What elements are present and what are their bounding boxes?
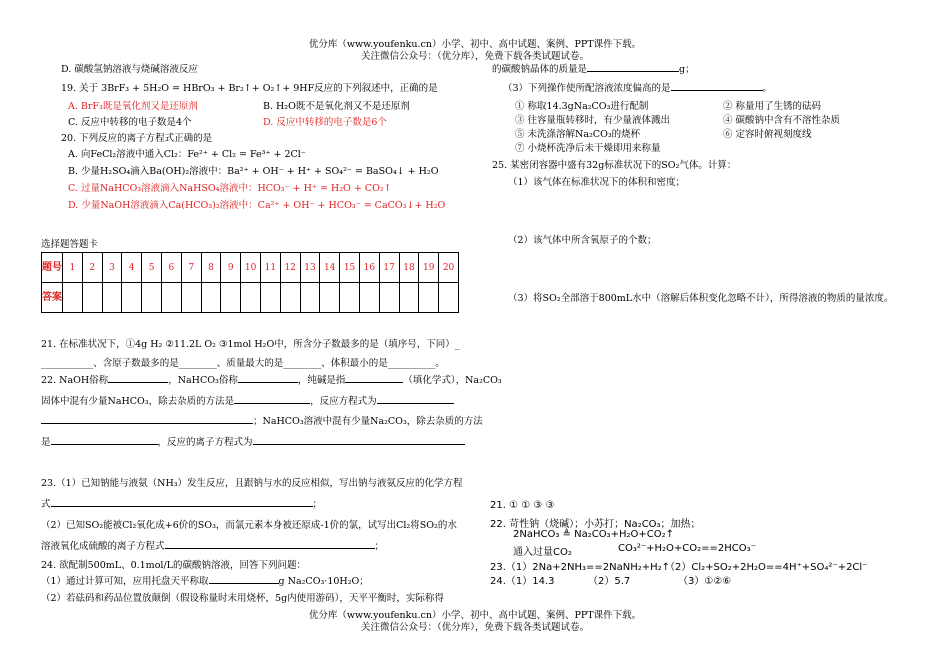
q22-line2-b: ，反应方程式为	[310, 396, 377, 407]
q22-line4-a: 是	[41, 437, 51, 448]
q18-option-d: D. 碳酸氢钠溶液与烧碱溶液反应	[61, 64, 198, 75]
answer-card-row1-label: 题号	[42, 253, 63, 283]
answer-22-line-1: 22. 苛性钠（烧碱）；小苏打；Na₂CO₃；加热；	[490, 519, 701, 530]
q22-blank-3[interactable]	[345, 373, 403, 383]
q21-line-1: 21. 在标准状况下，①4g H₂ ②11.2L O₂ ③1mol H₂O中，所含分子数最多的是（填序号，下同）_	[41, 339, 460, 350]
q22-part-b: ，NaHCO₃俗称	[168, 375, 238, 386]
card-number: 16	[359, 253, 379, 283]
footer-line-2: 关注微信公众号：（优分库），免费下载各类试题试卷。	[360, 622, 589, 633]
q24-1-a: （1）通过计算可知，应用托盘天平称取	[41, 576, 209, 587]
card-number: 18	[399, 253, 419, 283]
card-number: 19	[419, 253, 439, 283]
q23-line4-text: 溶液氧化成硫酸的离子方程式	[41, 541, 165, 552]
q25-part-1: （1）该气体在标准状况下的体积和密度；	[508, 177, 686, 188]
q22-line-1	[41, 372, 502, 386]
card-number: 8	[201, 253, 221, 283]
q24-option-6: ⑥ 定容时俯视刻度线	[723, 129, 812, 140]
footer-line-1: 优分库（www.youfenku.cn）小学、初中、高中试题、案例、PPT课件下载。	[308, 610, 642, 621]
answer-cell[interactable]	[161, 283, 181, 313]
answer-24-part-2: （2）5.7	[588, 576, 631, 587]
q23-blank-1[interactable]	[51, 497, 313, 507]
answer-cell[interactable]	[201, 283, 221, 313]
answer-cell[interactable]	[439, 283, 459, 313]
answer-22-line-3b: CO₃²⁻+H₂O+CO₂==2HCO₃⁻	[618, 543, 756, 554]
answer-cell[interactable]	[63, 283, 83, 313]
q22-blank-7[interactable]	[51, 435, 158, 445]
answer-card-number-row	[42, 253, 459, 283]
q19-option-c: C. 反应中转移的电子数是4个	[68, 117, 192, 128]
q23-line-2	[41, 496, 322, 510]
q22-blank-5[interactable]	[377, 394, 454, 404]
q24-option-3: ③ 往容量瓶转移时，有少量液体溅出	[515, 115, 671, 126]
q20-option-c: C. 过量NaHCO₃溶液滴入NaHSO₄溶液中：HCO₃⁻ + H⁺ = H₂O + CO₂↑	[68, 183, 392, 194]
header-line-2: 关注微信公众号：（优分库），免费下载各类试题试卷。	[360, 51, 589, 62]
answer-cell[interactable]	[142, 283, 162, 313]
answer-22-line-2: 2NaHCO₃ ≜ Na₂CO₃+H₂O+CO₂↑	[513, 529, 674, 540]
q19-option-d: D. 反应中转移的电子数是6个	[263, 117, 387, 128]
answer-cell[interactable]	[359, 283, 379, 313]
q24-2-cont-a: 的碳酸钠晶体的质量是	[492, 64, 588, 75]
card-number: 14	[320, 253, 340, 283]
answer-card-answer-row	[42, 283, 459, 313]
q24-stem: 24. 欲配制500mL、0.1mol/L的碳酸钠溶液，回答下列问题：	[41, 560, 306, 571]
q25-part-2: （2）该气体中所含氧原子的个数；	[508, 235, 657, 246]
q22-line-3	[41, 413, 483, 427]
q24-3-stem: （3）下列操作使所配溶液浓度偏高的是	[503, 83, 671, 94]
answer-23-part-1: 23.（1）2Na+2NH₃==2NaNH₂+H₂↑	[490, 562, 671, 573]
q23-line-1: 23.（1）已知钠能与液氨（NH₃）发生反应，且跟钠与水的反应相似，写出钠与液氨反应的化学方程	[41, 478, 463, 489]
q24-part-2: （2）若砝码和药品位置放颠倒（假设称量时未用烧杯，5g内使用游码），天平平衡时，实际称得	[41, 593, 444, 604]
q23-line-4	[41, 538, 384, 552]
q22-line3-text: ；NaHCO₃溶液中混有少量Na₂CO₃，除去杂质的方法	[253, 416, 483, 427]
answer-23-part-2: （2）Cl₂+SO₂+2H₂O==4H⁺+SO₄²⁻+2Cl⁻	[665, 562, 868, 573]
answer-cell[interactable]	[320, 283, 340, 313]
answer-cell[interactable]	[221, 283, 241, 313]
card-number: 20	[439, 253, 459, 283]
card-number: 13	[300, 253, 320, 283]
q22-blank-6[interactable]	[41, 414, 253, 424]
q23-line2-end: ；	[312, 499, 323, 510]
answer-cell[interactable]	[82, 283, 102, 313]
q22-part-a: 22. NaOH俗称	[41, 375, 109, 386]
answer-cell[interactable]	[399, 283, 419, 313]
q22-blank-4[interactable]	[234, 394, 310, 404]
answer-cell[interactable]	[241, 283, 261, 313]
q22-line-4	[41, 434, 465, 448]
q24-part-1	[41, 573, 369, 587]
answer-cell[interactable]	[419, 283, 439, 313]
q23-line2-text: 式	[41, 499, 51, 510]
q20-option-a: A. 向FeCl₂溶液中通入Cl₂：Fe²⁺ + Cl₂ = Fe³⁺ + 2Cl⁻	[68, 149, 306, 160]
answer-card-title: 选择题答题卡	[41, 239, 99, 250]
answer-cell[interactable]	[340, 283, 360, 313]
card-number: 9	[221, 253, 241, 283]
card-number: 4	[122, 253, 142, 283]
q20-option-b: B. 少量H₂SO₄滴入Ba(OH)₂溶液中：Ba²⁺ + OH⁻ + H⁺ + SO₄²⁻ = BaSO₄↓ + H₂O	[68, 166, 439, 177]
card-number: 1	[63, 253, 83, 283]
q21-line-2: ___________、含原子数最多的是________、质量最大的是________、体积最小的是__________。	[41, 358, 445, 369]
q24-3-end: 。	[762, 83, 773, 94]
answer-card-table	[41, 252, 459, 313]
q23-blank-2[interactable]	[165, 539, 375, 549]
card-number: 11	[260, 253, 280, 283]
q24-2-continuation	[492, 61, 695, 75]
q22-blank-1[interactable]	[108, 373, 168, 383]
answer-card-row2-label: 答案	[42, 283, 63, 313]
q22-part-d: （填化学式），Na₂CO₃	[403, 375, 502, 386]
answer-cell[interactable]	[122, 283, 142, 313]
answer-cell[interactable]	[280, 283, 300, 313]
q23-line-3: （2）已知SO₂能被Cl₂氧化成+6价的SO₃，而氯元素本身被还原成-1价的氯，试写出Cl₂将SO₂的水	[41, 520, 457, 531]
card-number: 12	[280, 253, 300, 283]
card-number: 5	[142, 253, 162, 283]
answer-24-part-3: （3）①②⑥	[678, 576, 732, 587]
answer-22-line-3a: 通入过量CO₂	[513, 547, 572, 558]
q24-1-b: g Na₂CO₃·10H₂O；	[278, 576, 369, 587]
q22-line4-b: ，反应的离子方程式为	[157, 437, 253, 448]
q20-stem: 20. 下列反应的离子方程式正确的是	[61, 133, 213, 144]
answer-cell[interactable]	[379, 283, 399, 313]
q22-line-2	[41, 393, 454, 407]
q22-blank-8[interactable]	[253, 435, 465, 445]
q24-blank-3[interactable]	[671, 81, 763, 91]
q19-option-a: A. BrF₃既是氧化剂又是还原剂	[68, 101, 198, 112]
header-line-1: 优分库（www.youfenku.cn）小学、初中、高中试题、案例、PPT课件下载。	[308, 39, 642, 50]
card-number: 3	[102, 253, 122, 283]
q24-option-2: ② 称量用了生锈的砝码	[723, 101, 822, 112]
q24-option-7: ⑦ 小烧杯洗净后未干燥即用来称量	[515, 143, 661, 154]
q24-blank-1[interactable]	[209, 574, 279, 584]
q19-stem: 19. 关于 3BrF₃ + 5H₂O = HBrO₃ + Br₂↑+ O₂↑+ 9HF反应的下列叙述中，正确的是	[61, 83, 438, 94]
card-number: 17	[379, 253, 399, 283]
answer-cell[interactable]	[300, 283, 320, 313]
answer-cell[interactable]	[181, 283, 201, 313]
q22-blank-2[interactable]	[238, 373, 298, 383]
card-number: 6	[161, 253, 181, 283]
q25-part-3: （3）将SO₂全部溶于800mL水中（溶解后体积变化忽略不计），所得溶液的物质的量浓度。	[508, 293, 894, 304]
q24-2-cont-b: g；	[679, 64, 695, 75]
answer-cell[interactable]	[102, 283, 122, 313]
q24-option-5: ⑤ 未洗涤溶解Na₂CO₃的烧杯	[515, 129, 641, 140]
answer-21: 21. ① ① ③ ③	[490, 500, 555, 511]
q24-option-1: ① 称取14.3gNa₂CO₃进行配制	[515, 101, 649, 112]
q24-part-3	[503, 80, 772, 94]
card-number: 2	[82, 253, 102, 283]
answer-cell[interactable]	[260, 283, 280, 313]
q24-blank-2[interactable]	[587, 62, 679, 72]
q22-part-c: ，纯碱是指	[297, 375, 346, 386]
q19-option-b: B. H₂O既不是氧化剂又不是还原剂	[263, 101, 410, 112]
q23-line4-end: ；	[374, 541, 385, 552]
card-number: 15	[340, 253, 360, 283]
card-number: 7	[181, 253, 201, 283]
answer-24-part-1: 24.（1）14.3	[490, 576, 555, 587]
q25-stem: 25. 某密闭容器中盛有32g标准状况下的SO₂气体。计算：	[492, 160, 737, 171]
q24-option-4: ④ 碳酸钠中含有不溶性杂质	[723, 115, 841, 126]
q20-option-d: D. 少量NaOH溶液滴入Ca(HCO₃)₂溶液中：Ca²⁺ + OH⁻ + HCO₃⁻ = CaCO₃↓+ H₂O	[68, 200, 446, 211]
card-number: 10	[241, 253, 261, 283]
q22-line2-a: 固体中混有少量NaHCO₃，除去杂质的方法是	[41, 396, 235, 407]
